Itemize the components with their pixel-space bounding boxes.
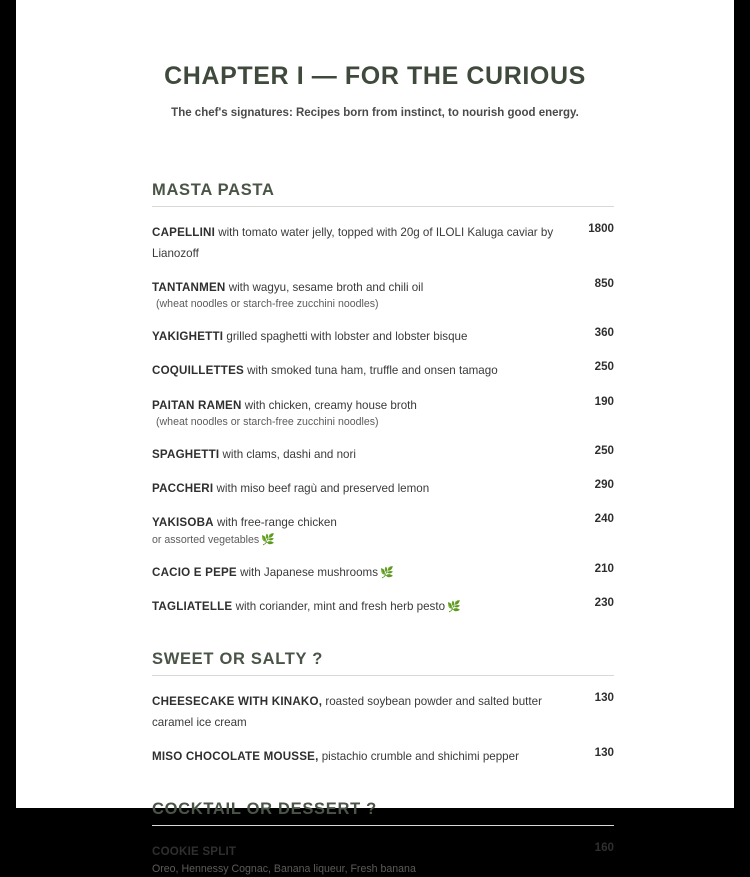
menu-item-price: 210 — [594, 561, 614, 575]
menu-item-text — [152, 221, 574, 263]
menu-item-price: 130 — [594, 746, 614, 760]
menu-item-name: CACIO E PEPE — [152, 565, 237, 579]
menu-item-text — [152, 690, 574, 732]
menu-item-text — [152, 394, 574, 430]
section-heading: SWEET OR SALTY ? — [152, 650, 324, 669]
menu-item-description: with tomato water jelly, topped with 20g of ILOLI Kaluga caviar by Lianozoff — [152, 226, 554, 261]
menu-item — [152, 394, 614, 430]
menu-section — [152, 800, 614, 876]
leaf-icon: 🌿 — [261, 533, 275, 546]
menu-item — [152, 359, 614, 380]
menu-item-text — [152, 325, 574, 346]
menu-item-description: with clams, dashi and nori — [219, 447, 356, 461]
menu-item — [152, 276, 614, 312]
menu-item-text — [152, 595, 574, 616]
menu-item-name: MISO CHOCOLATE MOUSSE, — [152, 750, 319, 764]
leaf-icon: 🌿 — [380, 566, 394, 579]
menu-item — [152, 690, 614, 732]
menu-item — [152, 595, 614, 616]
section-divider — [152, 206, 614, 207]
menu-item — [152, 745, 614, 766]
menu-item-description: grilled spaghetti with lobster and lobster bisque — [223, 330, 468, 344]
section-divider — [152, 825, 614, 826]
menu-item-price: 360 — [594, 326, 614, 340]
menu-item-text — [152, 840, 574, 876]
menu-item-description: with Japanese mushrooms — [236, 565, 378, 579]
menu-item — [152, 221, 614, 263]
menu-item-name: YAKISOBA — [152, 515, 214, 529]
menu-sections — [152, 181, 614, 877]
menu-item-name: TAGLIATELLE — [152, 600, 233, 613]
menu-item-subnote-text: (wheat noodles or starch-free zucchini noodles) — [156, 415, 379, 428]
menu-item-price: 160 — [594, 841, 614, 855]
menu-item-description: with wagyu, sesame broth and chili oil — [225, 281, 424, 295]
menu-item-price: 240 — [594, 511, 614, 525]
menu-item-name: PACCHERI — [152, 481, 214, 495]
menu-item-name: SPAGHETTI — [152, 447, 220, 461]
section-heading: COCKTAIL OR DESSERT ? — [152, 800, 377, 819]
menu-item-price: 1800 — [588, 222, 614, 235]
menu-item-text — [152, 561, 574, 582]
menu-item-subnote — [152, 416, 558, 430]
menu-item — [152, 511, 614, 548]
menu-item — [152, 477, 614, 498]
menu-item-text — [152, 359, 574, 380]
menu-item-name: COQUILLETTES — [152, 364, 244, 378]
menu-item-description: with coriander, mint and fresh herb pesto — [232, 600, 446, 613]
menu-item — [152, 840, 614, 876]
menu-item-price: 250 — [594, 443, 614, 457]
menu-item-subnote — [152, 863, 558, 877]
page-subtitle: The chef's signatures: Recipes born from instinct, to nourish good energy. — [171, 107, 579, 119]
menu-item-description: with smoked tuna ham, truffle and onsen tamago — [243, 364, 498, 378]
menu-item-name: CHEESECAKE WITH KINAKO, — [152, 695, 323, 709]
menu-item-price: 230 — [594, 596, 614, 609]
menu-item-text — [152, 443, 574, 464]
menu-item-subnote — [152, 298, 558, 312]
page-title: CHAPTER I — FOR THE CURIOUS — [164, 62, 586, 90]
menu-item-text — [152, 276, 574, 312]
menu-item-subnote — [152, 533, 558, 548]
menu-item-name: YAKIGHETTI — [152, 330, 224, 344]
menu-item-description: roasted soybean powder and salted butter caramel ice cream — [152, 695, 542, 730]
menu-item-text — [152, 477, 574, 498]
leaf-icon: 🌿 — [447, 601, 461, 613]
menu-item-name: COOKIE SPLIT — [152, 845, 237, 859]
menu-item-description: with miso beef ragù and preserved lemon — [213, 481, 430, 495]
menu-content — [16, 0, 734, 877]
menu-item-price: 190 — [594, 394, 614, 408]
menu-item — [152, 325, 614, 346]
section-heading: MASTA PASTA — [152, 181, 275, 199]
menu-item-price: 850 — [594, 277, 614, 291]
menu-item-subnote-text: (wheat noodles or starch-free zucchini noodles) — [156, 298, 379, 311]
menu-item-price: 250 — [594, 360, 614, 374]
menu-item-subnote-text: Oreo, Hennessy Cognac, Banana liqueur, Fresh banana — [152, 862, 416, 875]
menu-item — [152, 561, 614, 582]
menu-item-price: 130 — [594, 691, 614, 705]
menu-item-description: pistachio crumble and shichimi pepper — [318, 750, 519, 764]
menu-item-text — [152, 745, 574, 766]
menu-item-text — [152, 511, 574, 548]
menu-item-name: CAPELLINI — [152, 226, 215, 239]
menu-section — [152, 650, 614, 766]
menu-item — [152, 443, 614, 464]
menu-item-description: with free-range chicken — [213, 515, 337, 529]
menu-section — [152, 181, 614, 616]
menu-item-price: 290 — [594, 477, 614, 491]
menu-item-description: with chicken, creamy house broth — [241, 398, 417, 412]
menu-page — [16, 0, 734, 875]
menu-item-name: PAITAN RAMEN — [152, 398, 242, 412]
menu-item-name: TANTANMEN — [152, 281, 226, 295]
menu-item-subnote-text: or assorted vegetables — [152, 533, 260, 546]
section-divider — [152, 675, 614, 676]
